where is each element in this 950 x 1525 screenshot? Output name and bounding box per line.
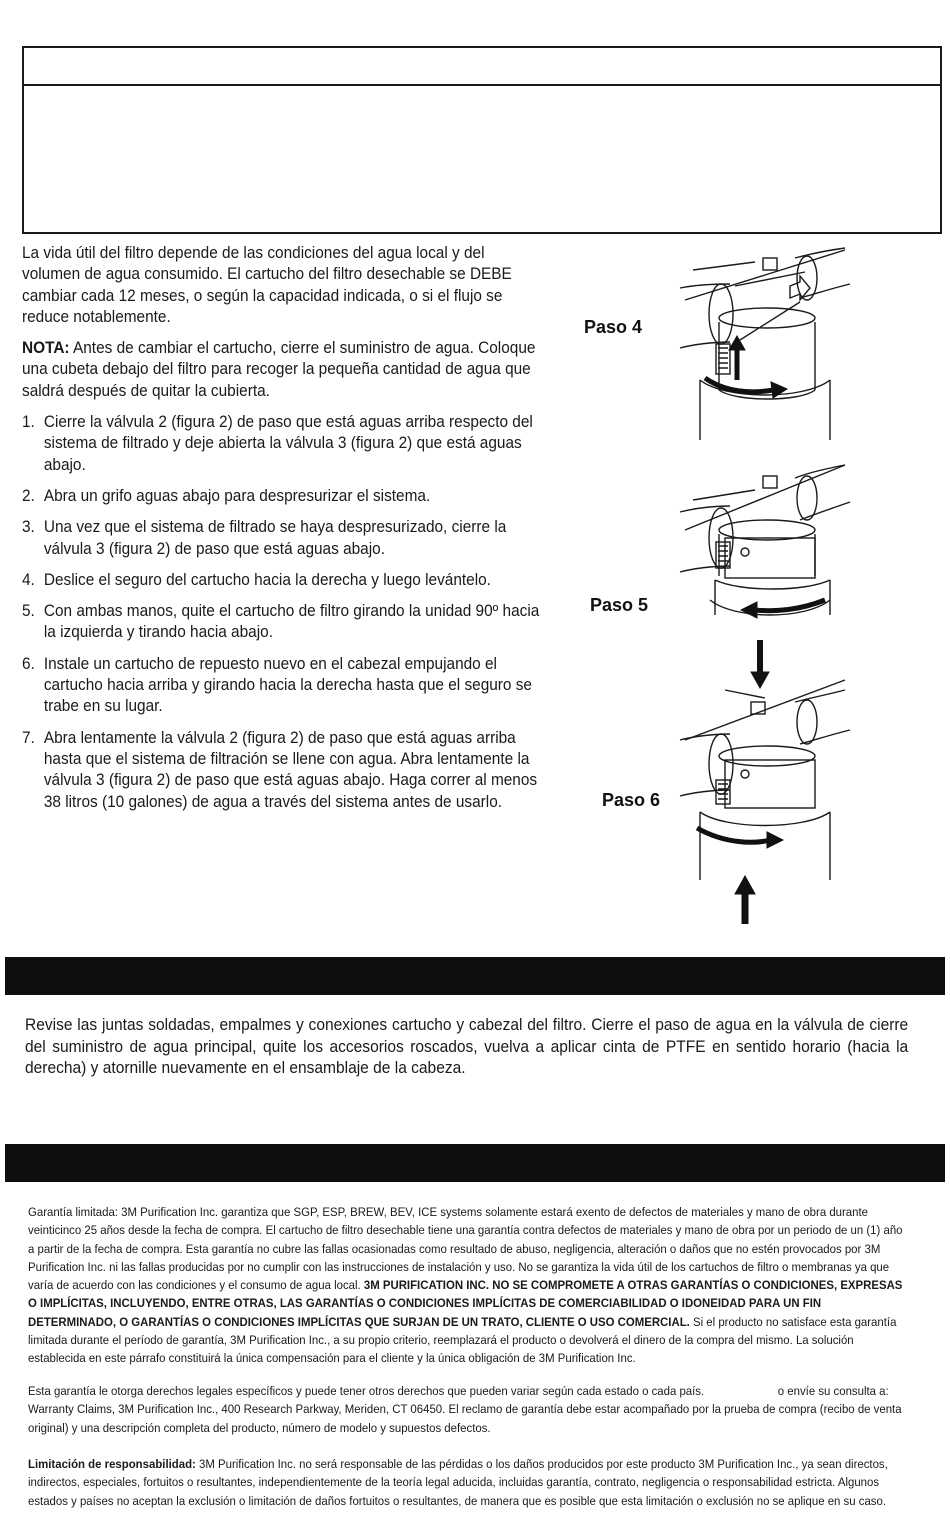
warranty-heading-bar: [5, 1144, 945, 1182]
replacement-instructions: [22, 243, 545, 823]
arrow-right-icon: [705, 378, 773, 392]
filter-unit-step6: [680, 680, 850, 880]
section-heading-bar: [5, 957, 945, 995]
step-number: 5.: [22, 602, 35, 621]
note-label: NOTA:: [22, 339, 70, 358]
note-text: Antes de cambiar el cartucho, cierre el suministro de agua. Coloque una cubeta debajo del filtro para recoger la pequeña cantidad de agua que saldrá después de quitar la cubierta.: [22, 339, 536, 400]
arrows: [697, 336, 825, 924]
warranty-paragraph: Garantía limitada: 3M Purification Inc. garantiza que SGP, ESP, BREW, BEV, ICE systems solamente estará exento de defectos de materiales y mano de obra durante veinticinco 25 años desde la fecha de compra. El cartucho de filtro desechable tiene una garantía contra defectos de materiales y mano de obra por un periodo de un (1) año a partir de la fecha de compra. Esta garantía no cubre las fallas ocasionadas como resultado de abuso, negligencia, alteración o daños que no estén provocados por 3M Purification Inc. ni las fallas producidas por no cumplir con las instrucciones de instalación y uso. No se garantiza la vida útil de los cartuchos de filtro o membranas ya que varía de acuerdo con las condiciones y el consumo de agua local. 3M PURIFICATION INC. NO SE COMPROMETE A OTRAS GARANTÍAS O CONDICIONES, EXPRESAS O IMPLÍCITAS, INCLUYENDO, ENTRE OTRAS, LAS GARANTÍAS O CONDICIONES IMPLÍCITAS DE COMERCIABILIDAD O IDONEIDAD PARA UN FIN DETERMINADO, O GARANTÍAS O CONDICIONES IMPLÍCITAS QUE SURJAN DE UN TRATO, CLIENTE O USO COMERCIAL. Si el producto no satisface esta garantía limitada durante el período de garantía, 3M Purification Inc., a su propio criterio, reemplazará el producto o devolverá el dinero de la compra del mismo. La solución establecida en este párrafo constituirá la única compensación para el cliente y la única obligación de 3M Purification Inc.: [28, 1205, 903, 1366]
step-text: Cierre la válvula 2 (figura 2) de paso que está aguas arriba respecto del sistema de filtrado y deje abierta la válvula 3 (figura 2) que está aguas abajo.: [43, 413, 533, 474]
list-item: [22, 654, 545, 718]
arrow-left-icon: [755, 600, 825, 611]
warranty-rights-paragraph: Esta garantía le otorga derechos legales específicos y puede tener otros derechos que pueden variar según cada estado o cada país. o envíe su consulta a: Warranty Claims, 3M Purification Inc., 400 Research Parkway, Meriden, CT 06450. El reclamo de garantía debe estar acompañado por la prueba de compra (recibo de venta original) y una descripción completa del producto, número de modelo y supuestos defectos.: [28, 1384, 902, 1435]
step-number: 6.: [22, 654, 35, 673]
header-content-box: [22, 84, 942, 234]
intro-paragraph: La vida útil del filtro depende de las condiciones del agua local y del volumen de agua consumido. El cartucho del filtro desechable se DEBE cambiar cada 12 meses, o según la capacidad indicada, o si el flujo se reduce notablemente.: [22, 244, 512, 326]
filter-replacement-figure: [575, 240, 945, 930]
list-item: [22, 517, 545, 560]
step-text: Una vez que el sistema de filtrado se haya despresurizado, cierre la válvula 3 (figura 2) de paso que está aguas abajo.: [43, 518, 507, 558]
step-text: Con ambas manos, quite el cartucho de filtro girando la unidad 90º hacia la izquierda y tirando hacia abajo.: [43, 602, 540, 642]
step-text: Abra lentamente la válvula 2 (figura 2) de paso que está aguas arriba hasta que el sistema de filtración se llene con agua. Abra lentamente la válvula 3 (figura 2) de paso que está aguas abajo. Haga correr al menos 38 litros (10 galones) de agua a través del sistema antes de usarlo.: [43, 728, 538, 811]
list-item: [22, 486, 545, 507]
liability-paragraph: Limitación de responsabilidad: 3M Purification Inc. no será responsable de las pérdidas o los daños producidos por este producto 3M Purification Inc., ya sean directos, indirectos, especiales, fortuitos o resultantes, independientemente de la teoría legal aducida, incluidas garantía, contrato, negligencia o responsabilidad estricta. Algunos estados y países no aceptan la exclusión o limitación de daños fortuitos o resultantes, de manera que es posible que esta limitación o exclusión no se aplique en su caso.: [28, 1457, 888, 1508]
paso-5-label: Paso 5: [590, 595, 649, 615]
step-number: 7.: [22, 728, 35, 747]
paso-6-label: Paso 6: [602, 790, 661, 810]
arrow-right-icon: [697, 828, 770, 842]
list-item: [22, 412, 545, 476]
note-paragraph: [22, 338, 545, 402]
list-item: [22, 728, 545, 813]
step-number: 3.: [22, 518, 35, 537]
header-title-box: [22, 46, 942, 86]
step-number: 1.: [22, 413, 35, 432]
step-text: Abra un grifo aguas abajo para despresurizar el sistema.: [43, 486, 431, 505]
paso-4-label: Paso 4: [584, 317, 643, 337]
step-number: 4.: [22, 570, 35, 589]
filter-illustration: [575, 240, 945, 930]
step-number: 2.: [22, 486, 35, 505]
filter-unit-step4: [680, 248, 850, 440]
step-text: Instale un cartucho de repuesto nuevo en el cabezal empujando el cartucho hacia arriba y girando hacia la derecha hasta que el seguro se trabe en su lugar.: [43, 654, 532, 716]
list-item: [22, 570, 545, 591]
steps-list: [22, 412, 545, 813]
step-text: Deslice el seguro del cartucho hacia la derecha y luego levántelo.: [43, 570, 491, 589]
leak-troubleshooting-text: Revise las juntas soldadas, empalmes y conexiones cartucho y cabezal del filtro. Cierre el paso de agua en la válvula de cierre del suministro de agua principal, quite los accesorios roscados, vuelva a aplicar cinta de PTFE en sentido horario (hacia la derecha) y atornille nuevamente en el ensamblaje de la cabeza.: [25, 1016, 909, 1077]
filter-unit-step5: [680, 465, 850, 615]
list-item: [22, 601, 545, 644]
